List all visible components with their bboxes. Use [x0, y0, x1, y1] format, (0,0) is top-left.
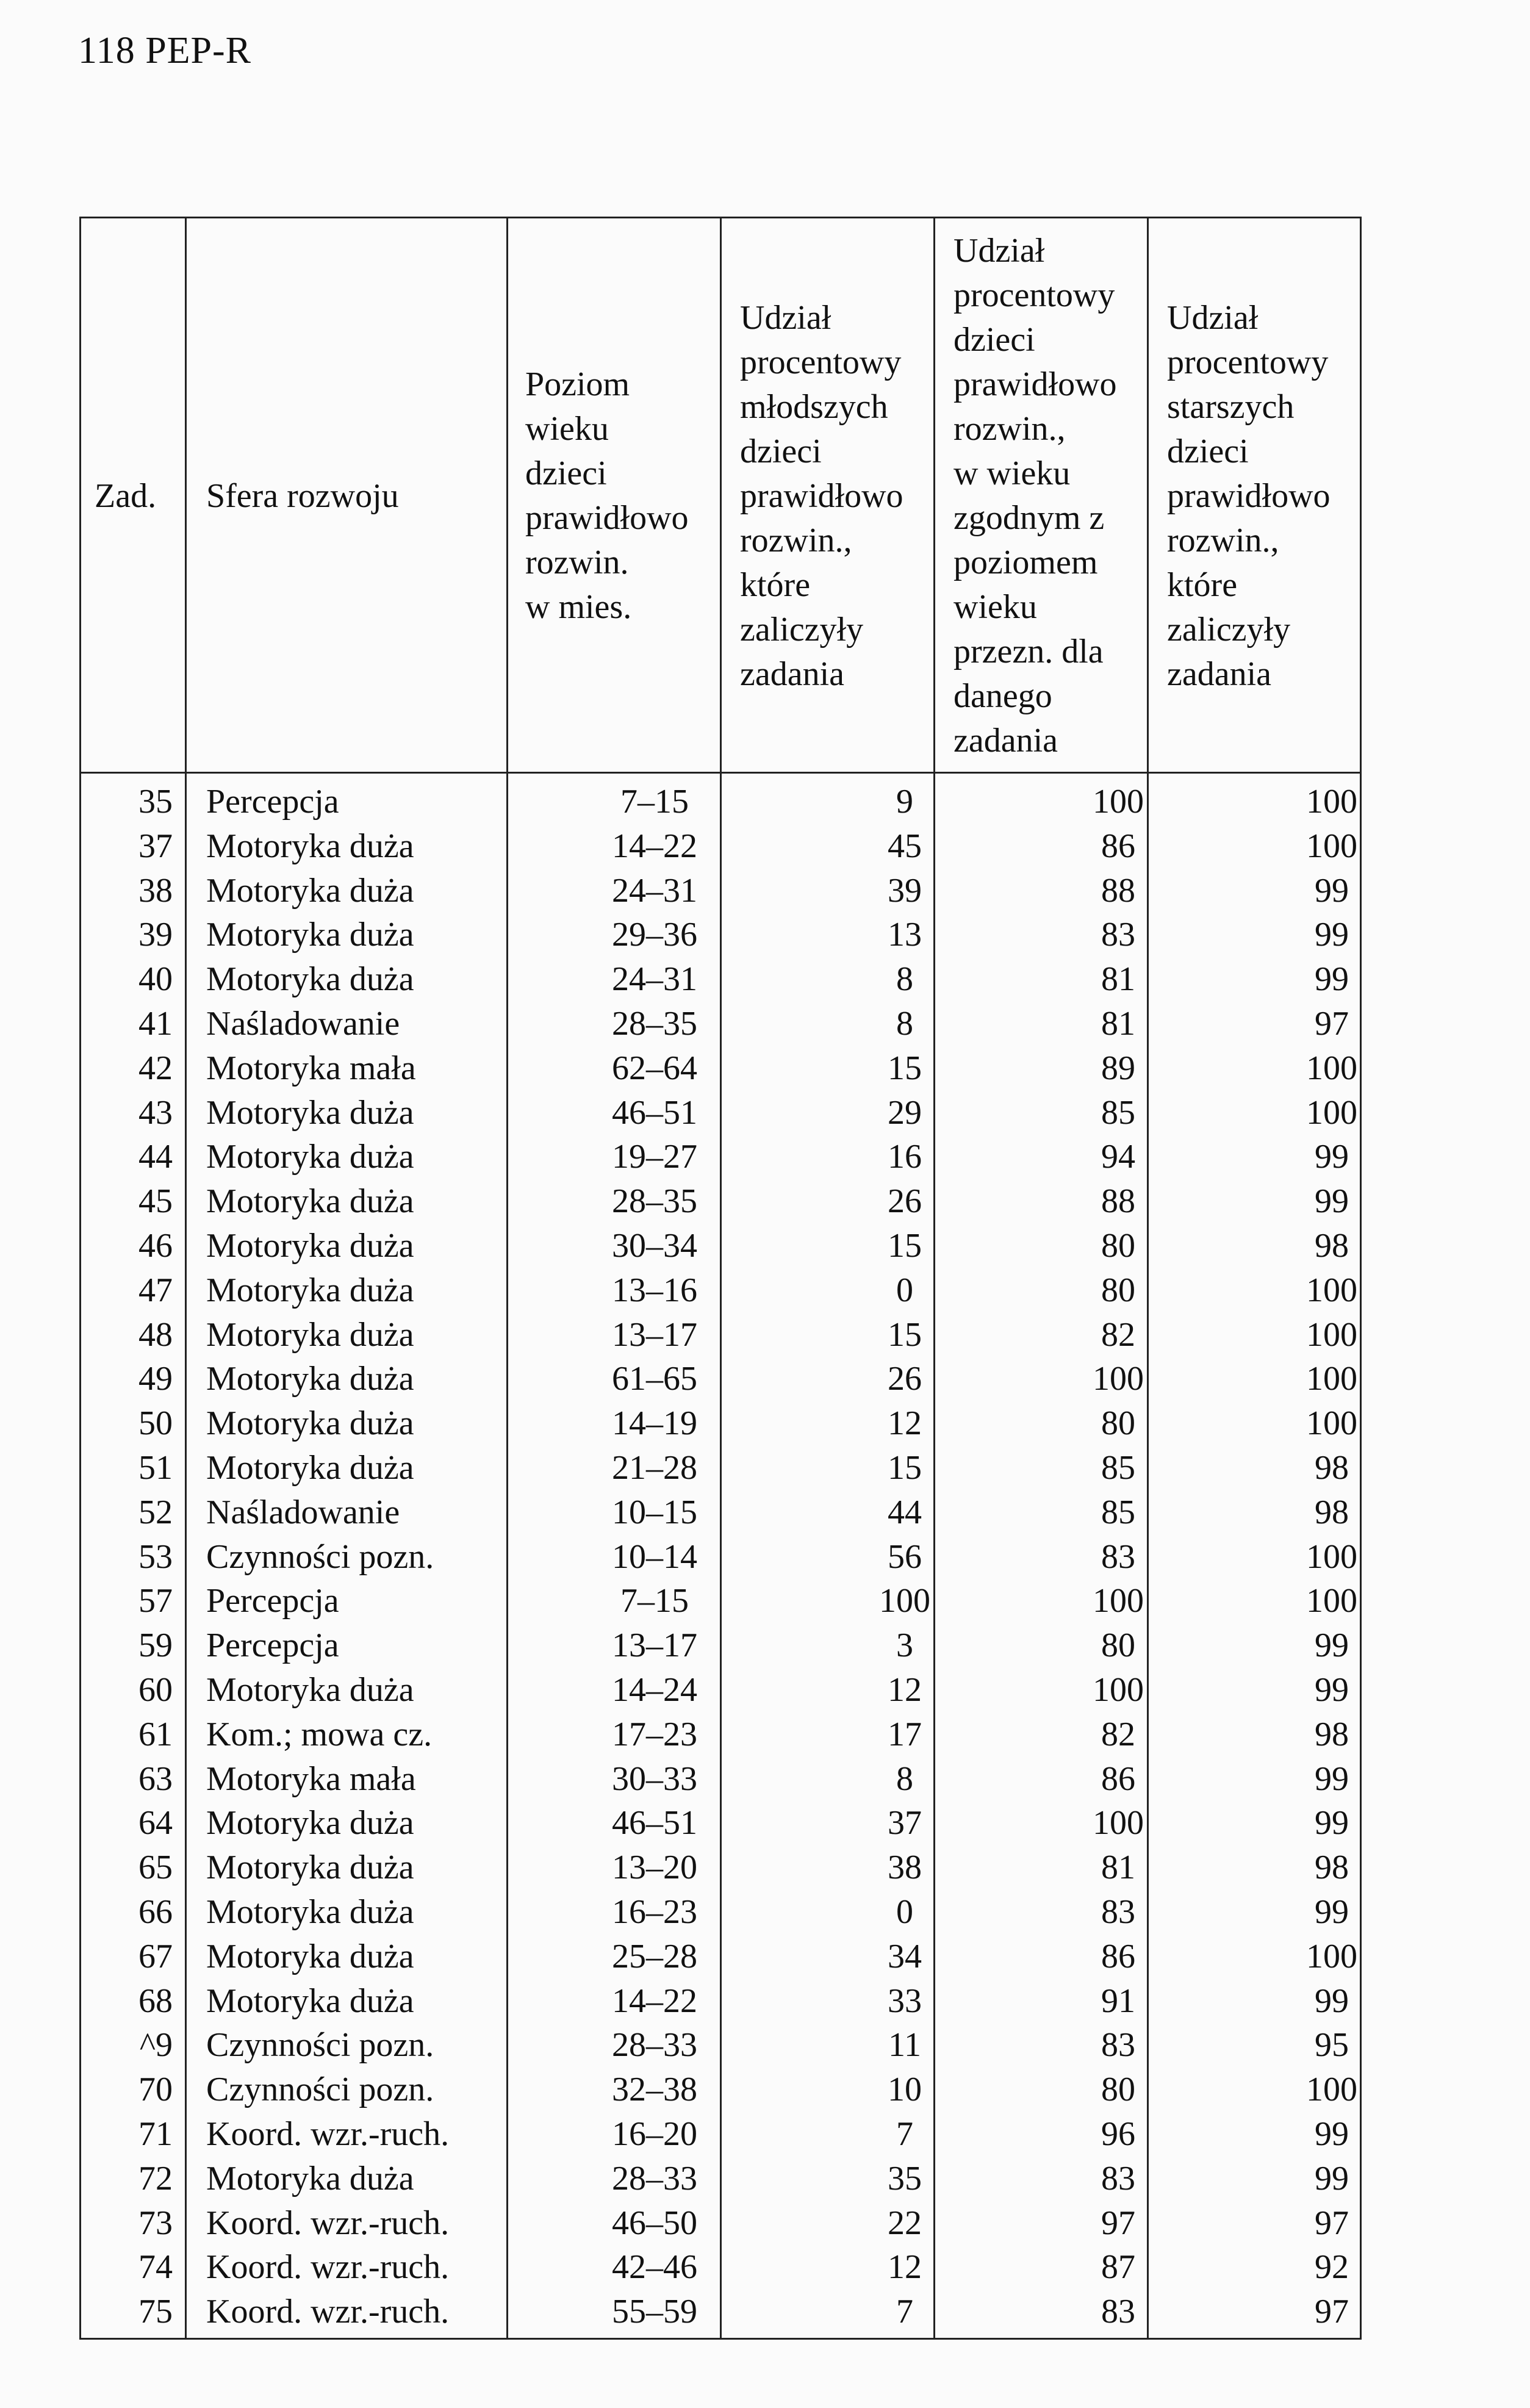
table-row: [81, 869, 1360, 913]
row-pct-mlodszych: 26: [888, 1360, 922, 1398]
row-pct-zgodnym: 94: [1101, 1138, 1135, 1176]
row-pct-mlodszych: 13: [888, 916, 922, 954]
row-pct-starszych: 100: [1306, 1537, 1357, 1576]
table-row: [81, 1757, 1360, 1802]
row-sfera: Motoryka duża: [206, 1182, 414, 1221]
row-age: 55–59: [612, 2293, 697, 2331]
row-pct-mlodszych: 12: [888, 1404, 922, 1443]
row-pct-zgodnym: 85: [1101, 1493, 1135, 1531]
row-zad: 75: [138, 2293, 173, 2331]
row-age: 25–28: [612, 1937, 697, 1975]
row-pct-zgodnym: 83: [1101, 916, 1135, 954]
row-pct-zgodnym: 80: [1101, 2071, 1135, 2109]
row-pct-starszych: 100: [1306, 827, 1357, 865]
table-row: [81, 824, 1360, 869]
row-age: 17–23: [612, 1715, 697, 1753]
row-pct-zgodnym: 100: [1093, 1804, 1144, 1842]
row-pct-starszych: 100: [1306, 1582, 1357, 1620]
row-pct-zgodnym: 88: [1101, 871, 1135, 910]
row-sfera: Motoryka duża: [206, 827, 414, 865]
table-row: [81, 1846, 1360, 1890]
row-sfera: Motoryka duża: [206, 1227, 414, 1265]
row-zad: 44: [138, 1138, 173, 1176]
row-pct-starszych: 97: [1315, 2204, 1349, 2242]
row-sfera: Koord. wzr.-ruch.: [206, 2293, 450, 2331]
row-pct-starszych: 99: [1315, 1138, 1349, 1176]
row-pct-starszych: 97: [1315, 2293, 1349, 2331]
row-pct-zgodnym: 96: [1101, 2115, 1135, 2153]
row-sfera: Czynności pozn.: [206, 2026, 434, 2065]
row-age: 46–51: [612, 1093, 697, 1132]
row-pct-zgodnym: 100: [1093, 1671, 1144, 1709]
table-row: [81, 1890, 1360, 1935]
row-pct-starszych: 97: [1315, 1005, 1349, 1043]
row-pct-mlodszych: 12: [888, 2248, 922, 2287]
data-table: [79, 217, 1362, 2340]
table-row: [81, 1490, 1360, 1535]
row-sfera: Percepcja: [206, 1582, 339, 1620]
table-row: [81, 1135, 1360, 1179]
row-pct-starszych: 92: [1315, 2248, 1349, 2287]
row-zad: 60: [138, 1671, 173, 1709]
table-row: [81, 1713, 1360, 1757]
row-pct-mlodszych: 45: [888, 827, 922, 865]
row-pct-mlodszych: 34: [888, 1937, 922, 1975]
row-zad: 59: [138, 1626, 173, 1665]
row-age: 16–20: [612, 2115, 697, 2153]
row-zad: 57: [138, 1582, 173, 1620]
row-sfera: Motoryka duża: [206, 1271, 414, 1309]
row-pct-zgodnym: 81: [1101, 960, 1135, 999]
row-sfera: Czynności pozn.: [206, 2071, 434, 2109]
row-pct-mlodszych: 15: [888, 1049, 922, 1087]
row-age: 42–46: [612, 2248, 697, 2287]
row-zad: 72: [138, 2159, 173, 2198]
row-age: 7–15: [620, 1582, 689, 1620]
row-sfera: Motoryka mała: [206, 1049, 416, 1087]
row-zad: 43: [138, 1093, 173, 1132]
row-zad: 73: [138, 2204, 173, 2242]
row-age: 14–22: [612, 827, 697, 865]
table-row: [81, 1579, 1360, 1623]
row-pct-mlodszych: 33: [888, 1982, 922, 2020]
row-zad: 67: [138, 1937, 173, 1975]
row-pct-zgodnym: 80: [1101, 1404, 1135, 1443]
row-pct-starszych: 95: [1315, 2026, 1349, 2065]
row-pct-starszych: 100: [1306, 1937, 1357, 1975]
row-pct-starszych: 99: [1315, 2159, 1349, 2198]
row-zad: 65: [138, 1849, 173, 1887]
row-pct-zgodnym: 83: [1101, 1893, 1135, 1931]
row-pct-zgodnym: 83: [1101, 2026, 1135, 2065]
table-row: [81, 2112, 1360, 2157]
table-row: [81, 1046, 1360, 1091]
row-pct-starszych: 99: [1315, 871, 1349, 910]
row-pct-zgodnym: 89: [1101, 1049, 1135, 1087]
row-age: 21–28: [612, 1449, 697, 1487]
row-pct-starszych: 99: [1315, 2115, 1349, 2153]
row-age: 28–33: [612, 2026, 697, 2065]
row-pct-mlodszych: 12: [888, 1671, 922, 1709]
table-row: [81, 1313, 1360, 1357]
row-sfera: Motoryka duża: [206, 871, 414, 910]
row-pct-mlodszych: 38: [888, 1849, 922, 1887]
row-age: 62–64: [612, 1049, 697, 1087]
row-age: 28–33: [612, 2159, 697, 2198]
row-zad: 49: [138, 1360, 173, 1398]
row-zad: 52: [138, 1493, 173, 1531]
row-pct-mlodszych: 37: [888, 1804, 922, 1842]
row-sfera: Naśladowanie: [206, 1005, 400, 1043]
row-pct-zgodnym: 83: [1101, 2293, 1135, 2331]
row-pct-zgodnym: 82: [1101, 1315, 1135, 1354]
row-zad: 35: [138, 783, 173, 821]
header-zgodnym: Udział procentowy dzieci prawidłowo rozwin., w wieku zgodnym z poziomem wieku przezn. dla danego zadania: [954, 232, 1117, 760]
row-pct-zgodnym: 83: [1101, 2159, 1135, 2198]
row-pct-mlodszych: 56: [888, 1537, 922, 1576]
row-zad: ^9: [139, 2026, 173, 2065]
row-age: 30–34: [612, 1227, 697, 1265]
row-pct-mlodszych: 15: [888, 1315, 922, 1354]
table-row: [81, 2290, 1360, 2334]
row-pct-zgodnym: 86: [1101, 827, 1135, 865]
table-row: [81, 1002, 1360, 1046]
row-sfera: Motoryka duża: [206, 1449, 414, 1487]
row-pct-starszych: 99: [1315, 916, 1349, 954]
table-row: [81, 913, 1360, 957]
row-sfera: Motoryka duża: [206, 2159, 414, 2198]
row-age: 13–16: [612, 1271, 697, 1309]
row-pct-zgodnym: 85: [1101, 1093, 1135, 1132]
row-pct-mlodszych: 9: [896, 783, 913, 821]
row-pct-mlodszych: 22: [888, 2204, 922, 2242]
row-pct-zgodnym: 80: [1101, 1227, 1135, 1265]
row-pct-mlodszych: 15: [888, 1449, 922, 1487]
table-row: [81, 2201, 1360, 2246]
row-pct-starszych: 100: [1306, 1049, 1357, 1087]
row-pct-starszych: 98: [1315, 1849, 1349, 1887]
row-pct-starszych: 100: [1306, 1093, 1357, 1132]
row-age: 13–20: [612, 1849, 697, 1887]
row-age: 24–31: [612, 960, 697, 999]
table-row: [81, 957, 1360, 1002]
row-zad: 50: [138, 1404, 173, 1443]
row-zad: 64: [138, 1804, 173, 1842]
row-zad: 53: [138, 1537, 173, 1576]
header-poziom: Poziom wieku dzieci prawidłowo rozwin. w mies.: [525, 365, 689, 626]
row-zad: 37: [138, 827, 173, 865]
row-pct-mlodszych: 15: [888, 1227, 922, 1265]
row-sfera: Motoryka duża: [206, 1937, 414, 1975]
row-zad: 74: [138, 2248, 173, 2287]
row-pct-zgodnym: 100: [1093, 1360, 1144, 1398]
row-pct-zgodnym: 97: [1101, 2204, 1135, 2242]
row-zad: 47: [138, 1271, 173, 1309]
table-row: [81, 1224, 1360, 1268]
table-row: [81, 780, 1360, 824]
row-sfera: Motoryka duża: [206, 1138, 414, 1176]
row-sfera: Motoryka duża: [206, 960, 414, 999]
row-pct-zgodnym: 86: [1101, 1759, 1135, 1798]
row-sfera: Motoryka duża: [206, 1093, 414, 1132]
row-sfera: Koord. wzr.-ruch.: [206, 2248, 450, 2287]
row-sfera: Motoryka duża: [206, 1849, 414, 1887]
table-row: [81, 1401, 1360, 1446]
row-zad: 46: [138, 1227, 173, 1265]
row-zad: 38: [138, 871, 173, 910]
row-pct-zgodnym: 86: [1101, 1937, 1135, 1975]
row-age: 30–33: [612, 1759, 697, 1798]
row-sfera: Kom.; mowa cz.: [206, 1715, 433, 1753]
row-pct-zgodnym: 80: [1101, 1626, 1135, 1665]
table-row: [81, 1179, 1360, 1224]
header-starszych: Udział procentowy starszych dzieci prawidłowo rozwin., które zaliczyły zadania: [1167, 298, 1331, 693]
row-pct-mlodszych: 8: [896, 960, 913, 999]
row-sfera: Motoryka duża: [206, 1982, 414, 2020]
row-pct-starszych: 100: [1306, 1360, 1357, 1398]
table-row: [81, 2157, 1360, 2201]
row-pct-starszych: 98: [1315, 1227, 1349, 1265]
table-row: [81, 1801, 1360, 1846]
row-pct-mlodszych: 0: [896, 1893, 913, 1931]
page-header: 118 PEP-R: [78, 30, 252, 71]
row-pct-zgodnym: 88: [1101, 1182, 1135, 1221]
row-zad: 68: [138, 1982, 173, 2020]
row-pct-mlodszych: 17: [888, 1715, 922, 1753]
row-pct-starszych: 99: [1315, 1893, 1349, 1931]
row-zad: 61: [138, 1715, 173, 1753]
row-age: 61–65: [612, 1360, 697, 1398]
row-pct-zgodnym: 100: [1093, 1582, 1144, 1620]
row-sfera: Motoryka duża: [206, 1404, 414, 1443]
row-sfera: Motoryka duża: [206, 1893, 414, 1931]
row-sfera: Koord. wzr.-ruch.: [206, 2204, 450, 2242]
row-pct-starszych: 99: [1315, 1626, 1349, 1665]
table-row: [81, 1979, 1360, 2024]
row-zad: 41: [138, 1005, 173, 1043]
row-zad: 39: [138, 916, 173, 954]
table-row: [81, 1535, 1360, 1580]
row-pct-mlodszych: 10: [888, 2071, 922, 2109]
row-sfera: Koord. wzr.-ruch.: [206, 2115, 450, 2153]
header-sfera: Sfera rozwoju: [206, 476, 399, 515]
header-mlodszych: Udział procentowy młodszych dzieci prawidłowo rozwin., które zaliczyły zadania: [740, 298, 903, 693]
row-pct-zgodnym: 82: [1101, 1715, 1135, 1753]
row-pct-starszych: 99: [1315, 1671, 1349, 1709]
row-age: 13–17: [612, 1626, 697, 1665]
row-sfera: Percepcja: [206, 1626, 339, 1665]
table-row: [81, 1446, 1360, 1490]
row-pct-starszych: 99: [1315, 1804, 1349, 1842]
table-row: [81, 1935, 1360, 1979]
row-pct-mlodszych: 8: [896, 1759, 913, 1798]
row-sfera: Czynności pozn.: [206, 1537, 434, 1576]
row-pct-starszych: 98: [1315, 1449, 1349, 1487]
row-pct-starszych: 99: [1315, 1759, 1349, 1798]
row-zad: 66: [138, 1893, 173, 1931]
row-zad: 42: [138, 1049, 173, 1087]
row-sfera: Motoryka duża: [206, 1315, 414, 1354]
row-pct-mlodszych: 11: [888, 2026, 921, 2065]
row-age: 10–15: [612, 1493, 697, 1531]
row-age: 24–31: [612, 871, 697, 910]
row-pct-zgodnym: 87: [1101, 2248, 1135, 2287]
row-zad: 63: [138, 1759, 173, 1798]
row-sfera: Motoryka duża: [206, 1671, 414, 1709]
row-pct-mlodszych: 35: [888, 2159, 922, 2198]
row-pct-starszych: 100: [1306, 1271, 1357, 1309]
table-row: [81, 1668, 1360, 1713]
row-zad: 48: [138, 1315, 173, 1354]
row-sfera: Motoryka duża: [206, 916, 414, 954]
row-pct-zgodnym: 80: [1101, 1271, 1135, 1309]
row-age: 10–14: [612, 1537, 697, 1576]
table-row: [81, 1091, 1360, 1135]
table-header: [81, 218, 1360, 774]
row-pct-starszych: 98: [1315, 1715, 1349, 1753]
table-row: [81, 1623, 1360, 1668]
row-sfera: Motoryka duża: [206, 1360, 414, 1398]
row-zad: 51: [138, 1449, 173, 1487]
table-row: [81, 1357, 1360, 1401]
row-age: 7–15: [620, 783, 689, 821]
row-pct-mlodszych: 44: [888, 1493, 922, 1531]
table-row: [81, 1268, 1360, 1313]
row-pct-zgodnym: 100: [1093, 783, 1144, 821]
row-age: 28–35: [612, 1182, 697, 1221]
row-zad: 40: [138, 960, 173, 999]
row-age: 46–51: [612, 1804, 697, 1842]
row-age: 46–50: [612, 2204, 697, 2242]
row-pct-mlodszych: 3: [896, 1626, 913, 1665]
row-age: 13–17: [612, 1315, 697, 1354]
table-row: [81, 2068, 1360, 2112]
row-pct-starszych: 99: [1315, 960, 1349, 999]
row-pct-mlodszych: 29: [888, 1093, 922, 1132]
row-sfera: Naśladowanie: [206, 1493, 400, 1531]
row-pct-mlodszych: 0: [896, 1271, 913, 1309]
row-age: 28–35: [612, 1005, 697, 1043]
row-age: 16–23: [612, 1893, 697, 1931]
row-pct-starszych: 100: [1306, 783, 1357, 821]
row-pct-zgodnym: 81: [1101, 1849, 1135, 1887]
row-age: 29–36: [612, 916, 697, 954]
row-pct-mlodszych: 8: [896, 1005, 913, 1043]
row-pct-starszych: 100: [1306, 1404, 1357, 1443]
row-pct-starszych: 98: [1315, 1493, 1349, 1531]
header-zad: Zad.: [95, 476, 157, 515]
row-sfera: Motoryka duża: [206, 1804, 414, 1842]
row-age: 14–24: [612, 1671, 697, 1709]
row-pct-mlodszych: 26: [888, 1182, 922, 1221]
row-pct-zgodnym: 85: [1101, 1449, 1135, 1487]
row-pct-mlodszych: 16: [888, 1138, 922, 1176]
row-age: 14–22: [612, 1982, 697, 2020]
row-age: 19–27: [612, 1138, 697, 1176]
row-pct-mlodszych: 7: [896, 2115, 913, 2153]
row-zad: 45: [138, 1182, 173, 1221]
row-pct-starszych: 100: [1306, 2071, 1357, 2109]
row-sfera: Percepcja: [206, 783, 339, 821]
row-pct-mlodszych: 39: [888, 871, 922, 910]
row-pct-zgodnym: 91: [1101, 1982, 1135, 2020]
row-age: 14–19: [612, 1404, 697, 1443]
row-pct-zgodnym: 81: [1101, 1005, 1135, 1043]
row-pct-starszych: 99: [1315, 1182, 1349, 1221]
row-pct-starszych: 99: [1315, 1982, 1349, 2020]
row-pct-zgodnym: 83: [1101, 1537, 1135, 1576]
row-pct-starszych: 100: [1306, 1315, 1357, 1354]
row-sfera: Motoryka mała: [206, 1759, 416, 1798]
row-zad: 71: [138, 2115, 173, 2153]
table-row: [81, 2023, 1360, 2068]
table-row: [81, 2245, 1360, 2290]
row-age: 32–38: [612, 2071, 697, 2109]
row-pct-mlodszych: 7: [896, 2293, 913, 2331]
row-zad: 70: [138, 2071, 173, 2109]
row-pct-mlodszych: 100: [879, 1582, 930, 1620]
